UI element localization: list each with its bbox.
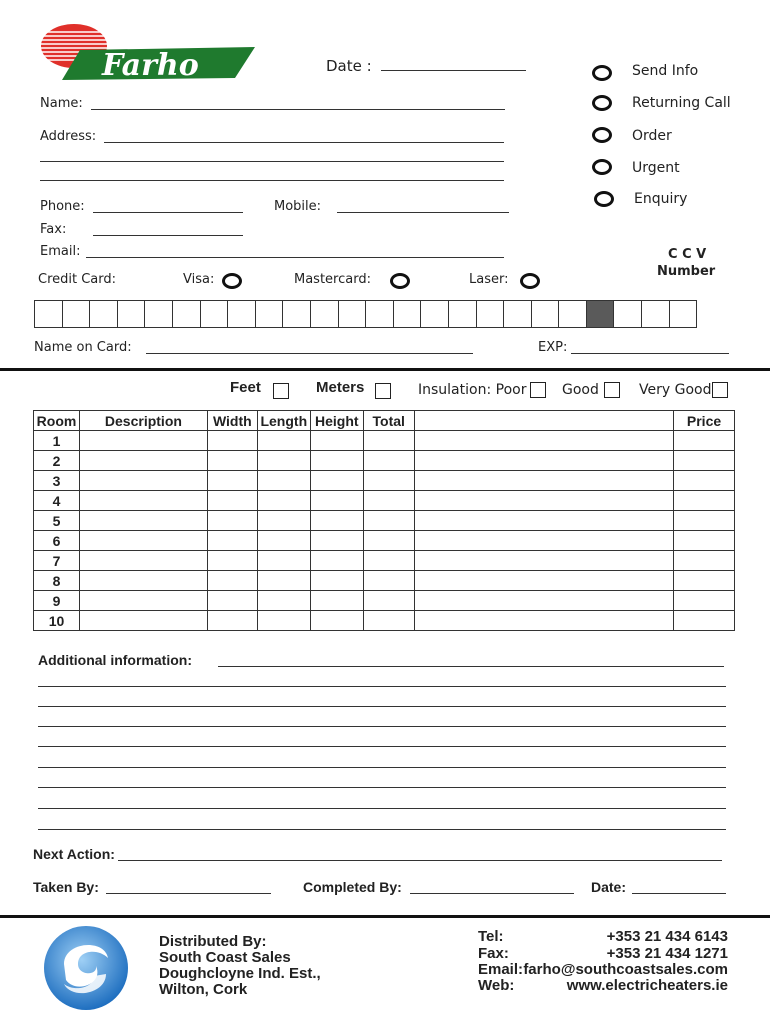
width-cell[interactable] <box>207 471 257 491</box>
total-cell[interactable] <box>363 431 414 451</box>
mastercard-radio[interactable] <box>390 273 410 289</box>
height-cell[interactable] <box>310 471 363 491</box>
blank-cell[interactable] <box>414 431 673 451</box>
taken-by-label: Taken By: <box>33 879 99 895</box>
width-cell[interactable] <box>207 531 257 551</box>
card-digit-box[interactable] <box>559 301 587 327</box>
width-cell[interactable] <box>207 511 257 531</box>
description-cell[interactable] <box>79 451 207 471</box>
card-digit-box[interactable] <box>201 301 229 327</box>
card-digit-box[interactable] <box>228 301 256 327</box>
blank-header <box>414 411 673 431</box>
length-cell[interactable] <box>257 471 310 491</box>
table-row <box>34 611 735 631</box>
send-info-radio[interactable] <box>592 65 612 81</box>
description-cell[interactable] <box>79 571 207 591</box>
very-good-label: Very Good <box>639 382 712 398</box>
blank-cell[interactable] <box>414 531 673 551</box>
length-cell[interactable] <box>257 431 310 451</box>
date-field[interactable] <box>381 70 526 71</box>
width-cell[interactable] <box>207 611 257 631</box>
blank-cell[interactable] <box>414 591 673 611</box>
price-cell[interactable] <box>674 591 735 611</box>
next-action-field[interactable] <box>118 860 722 861</box>
fax-value: +353 21 434 1271 <box>606 945 728 962</box>
completed-by-label: Completed By: <box>303 879 402 895</box>
send-info-label: Send Info <box>632 63 699 79</box>
good-label: Good <box>562 382 599 398</box>
length-cell[interactable] <box>257 491 310 511</box>
length-cell[interactable] <box>257 551 310 571</box>
additional-info-line[interactable] <box>38 686 726 687</box>
ccv-digit-box[interactable] <box>614 301 642 327</box>
room-number: 7 <box>34 551 80 571</box>
meters-label: Meters <box>316 379 365 396</box>
height-cell[interactable] <box>310 571 363 591</box>
laser-label: Laser: <box>469 272 509 287</box>
height-cell[interactable] <box>310 611 363 631</box>
table-row <box>34 591 735 611</box>
card-digit-box[interactable] <box>63 301 91 327</box>
laser-radio[interactable] <box>520 273 540 289</box>
price-cell[interactable] <box>674 531 735 551</box>
web-value[interactable]: www.electricheaters.ie <box>566 977 728 994</box>
height-cell[interactable] <box>310 511 363 531</box>
farho-logo <box>40 22 260 82</box>
total-header: Total <box>363 411 414 431</box>
table-row <box>34 471 735 491</box>
additional-info-line[interactable] <box>38 829 726 830</box>
enquiry-radio[interactable] <box>594 191 614 207</box>
distributed-by-label: Distributed By: <box>159 933 267 950</box>
table-row <box>34 551 735 571</box>
ccv-label: C C V <box>668 247 707 262</box>
additional-info-line[interactable] <box>38 726 726 727</box>
price-cell[interactable] <box>674 511 735 531</box>
price-cell[interactable] <box>674 491 735 511</box>
price-cell[interactable] <box>674 551 735 571</box>
name-label: Name: <box>40 96 83 111</box>
ccv-digit-box[interactable] <box>642 301 670 327</box>
name-field[interactable] <box>91 109 505 110</box>
total-cell[interactable] <box>363 531 414 551</box>
fax-label: Fax: <box>40 222 67 237</box>
description-header: Description <box>79 411 207 431</box>
taken-by-field[interactable] <box>106 893 271 894</box>
card-digit-box[interactable] <box>173 301 201 327</box>
description-cell[interactable] <box>79 551 207 571</box>
table-row <box>34 571 735 591</box>
width-cell[interactable] <box>207 431 257 451</box>
insulation-label: Insulation: Poor <box>418 382 527 398</box>
blank-cell[interactable] <box>414 571 673 591</box>
price-cell[interactable] <box>674 431 735 451</box>
name-on-card-field[interactable] <box>146 353 473 354</box>
description-cell[interactable] <box>79 491 207 511</box>
card-digit-box[interactable] <box>35 301 63 327</box>
additional-info-line[interactable] <box>38 787 726 788</box>
ccv-number-label: Number <box>657 264 716 279</box>
table-row <box>34 511 735 531</box>
height-cell[interactable] <box>310 591 363 611</box>
blank-cell[interactable] <box>414 511 673 531</box>
card-digit-box[interactable] <box>421 301 449 327</box>
card-digit-box[interactable] <box>118 301 146 327</box>
card-digit-box[interactable] <box>90 301 118 327</box>
length-cell[interactable] <box>257 591 310 611</box>
total-cell[interactable] <box>363 511 414 531</box>
table-row <box>34 491 735 511</box>
total-cell[interactable] <box>363 591 414 611</box>
completion-date-field[interactable] <box>632 893 726 894</box>
room-number: 4 <box>34 491 80 511</box>
table-row <box>34 531 735 551</box>
fax-field[interactable] <box>93 235 243 236</box>
insulation-poor-checkbox[interactable] <box>530 382 546 398</box>
card-digit-box[interactable] <box>366 301 394 327</box>
next-action-label: Next Action: <box>33 846 115 862</box>
room-number: 1 <box>34 431 80 451</box>
completed-by-field[interactable] <box>410 893 574 894</box>
blank-cell[interactable] <box>414 611 673 631</box>
card-digit-box[interactable] <box>477 301 505 327</box>
length-cell[interactable] <box>257 531 310 551</box>
card-digit-box[interactable] <box>256 301 284 327</box>
email-field[interactable] <box>86 257 504 258</box>
card-digit-box[interactable] <box>283 301 311 327</box>
width-cell[interactable] <box>207 451 257 471</box>
length-cell[interactable] <box>257 451 310 471</box>
address-field-1[interactable] <box>104 142 504 143</box>
card-digit-box[interactable] <box>394 301 422 327</box>
room-number: 9 <box>34 591 80 611</box>
additional-info-line[interactable] <box>38 767 726 768</box>
feet-checkbox[interactable] <box>273 383 289 399</box>
table-row <box>34 451 735 471</box>
total-cell[interactable] <box>363 611 414 631</box>
height-cell[interactable] <box>310 551 363 571</box>
description-cell[interactable] <box>79 431 207 451</box>
meters-checkbox[interactable] <box>375 383 391 399</box>
description-cell[interactable] <box>79 531 207 551</box>
height-cell[interactable] <box>310 431 363 451</box>
credit-card-label: Credit Card: <box>38 272 117 287</box>
company-address-1: Doughcloyne Ind. Est., <box>159 965 321 982</box>
blank-cell[interactable] <box>414 451 673 471</box>
width-cell[interactable] <box>207 491 257 511</box>
section-divider-bottom <box>0 915 770 918</box>
length-header: Length <box>257 411 310 431</box>
room-number: 10 <box>34 611 80 631</box>
address-label: Address: <box>40 129 97 144</box>
width-header: Width <box>207 411 257 431</box>
mastercard-label: Mastercard: <box>294 272 371 287</box>
section-divider-top <box>0 368 770 371</box>
height-cell[interactable] <box>310 451 363 471</box>
insulation-very-good-checkbox[interactable] <box>712 382 728 398</box>
card-digit-box[interactable] <box>449 301 477 327</box>
total-cell[interactable] <box>363 491 414 511</box>
name-on-card-label: Name on Card: <box>34 340 132 355</box>
room-number: 5 <box>34 511 80 531</box>
height-cell[interactable] <box>310 491 363 511</box>
height-cell[interactable] <box>310 531 363 551</box>
description-cell[interactable] <box>79 591 207 611</box>
total-cell[interactable] <box>363 571 414 591</box>
exp-label: EXP: <box>538 340 568 355</box>
urgent-radio[interactable] <box>592 159 612 175</box>
visa-label: Visa: <box>183 272 215 287</box>
table-header-row <box>34 411 735 431</box>
returning-call-label: Returning Call <box>632 95 731 111</box>
urgent-label: Urgent <box>632 160 680 176</box>
insulation-good-checkbox[interactable] <box>604 382 620 398</box>
total-cell[interactable] <box>363 451 414 471</box>
card-number-grid <box>34 300 697 328</box>
rooms-table <box>33 410 735 631</box>
web-label: Web: <box>478 977 515 994</box>
returning-call-radio[interactable] <box>592 95 612 111</box>
card-digit-box[interactable] <box>532 301 560 327</box>
feet-label: Feet <box>230 379 261 396</box>
description-cell[interactable] <box>79 511 207 531</box>
swirl-logo-icon <box>42 924 130 1012</box>
blank-cell[interactable] <box>414 551 673 571</box>
logo-text: Farho <box>102 48 199 83</box>
tel-label: Tel: <box>478 928 504 945</box>
company-address-2: Wilton, Cork <box>159 981 248 998</box>
room-number: 8 <box>34 571 80 591</box>
length-cell[interactable] <box>257 611 310 631</box>
additional-info-line[interactable] <box>38 808 726 809</box>
card-digit-box[interactable] <box>145 301 173 327</box>
room-number: 6 <box>34 531 80 551</box>
tel-value: +353 21 434 6143 <box>606 928 728 945</box>
price-cell[interactable] <box>674 471 735 491</box>
price-header: Price <box>674 411 735 431</box>
total-cell[interactable] <box>363 551 414 571</box>
mobile-field[interactable] <box>337 212 509 213</box>
email-label: Email: <box>40 244 81 259</box>
width-cell[interactable] <box>207 571 257 591</box>
address-field-2[interactable] <box>40 161 504 162</box>
exp-field[interactable] <box>571 353 729 354</box>
height-header: Height <box>310 411 363 431</box>
length-cell[interactable] <box>257 571 310 591</box>
description-cell[interactable] <box>79 611 207 631</box>
email-footer-label: Email: <box>478 961 524 978</box>
email-value[interactable]: farho@southcoastsales.com <box>523 961 728 978</box>
visa-radio[interactable] <box>222 273 242 289</box>
date-label: Date : <box>326 57 372 75</box>
room-number: 3 <box>34 471 80 491</box>
south-coast-logo <box>42 924 130 1012</box>
length-cell[interactable] <box>257 511 310 531</box>
width-cell[interactable] <box>207 591 257 611</box>
additional-info-label: Additional information: <box>38 652 192 668</box>
address-field-3[interactable] <box>40 180 504 181</box>
order-radio[interactable] <box>592 127 612 143</box>
card-digit-box[interactable] <box>311 301 339 327</box>
price-cell[interactable] <box>674 611 735 631</box>
mobile-label: Mobile: <box>274 199 322 214</box>
phone-label: Phone: <box>40 199 85 214</box>
completion-date-label: Date: <box>591 879 627 895</box>
price-cell[interactable] <box>674 451 735 471</box>
additional-info-line[interactable] <box>38 746 726 747</box>
order-label: Order <box>632 128 672 144</box>
width-cell[interactable] <box>207 551 257 571</box>
price-cell[interactable] <box>674 571 735 591</box>
additional-info-line[interactable] <box>38 706 726 707</box>
company-name: South Coast Sales <box>159 949 291 966</box>
blank-cell[interactable] <box>414 471 673 491</box>
ccv-digit-box[interactable] <box>670 301 698 327</box>
total-cell[interactable] <box>363 471 414 491</box>
table-row <box>34 431 735 451</box>
room-header: Room <box>34 411 80 431</box>
enquiry-label: Enquiry <box>634 191 688 207</box>
blank-cell[interactable] <box>414 491 673 511</box>
description-cell[interactable] <box>79 471 207 491</box>
card-digit-box[interactable] <box>504 301 532 327</box>
card-separator-box <box>587 301 615 327</box>
additional-info-line[interactable] <box>218 666 724 667</box>
card-digit-box[interactable] <box>339 301 367 327</box>
fax-footer-label: Fax: <box>478 945 509 962</box>
room-number: 2 <box>34 451 80 471</box>
phone-field[interactable] <box>93 212 243 213</box>
